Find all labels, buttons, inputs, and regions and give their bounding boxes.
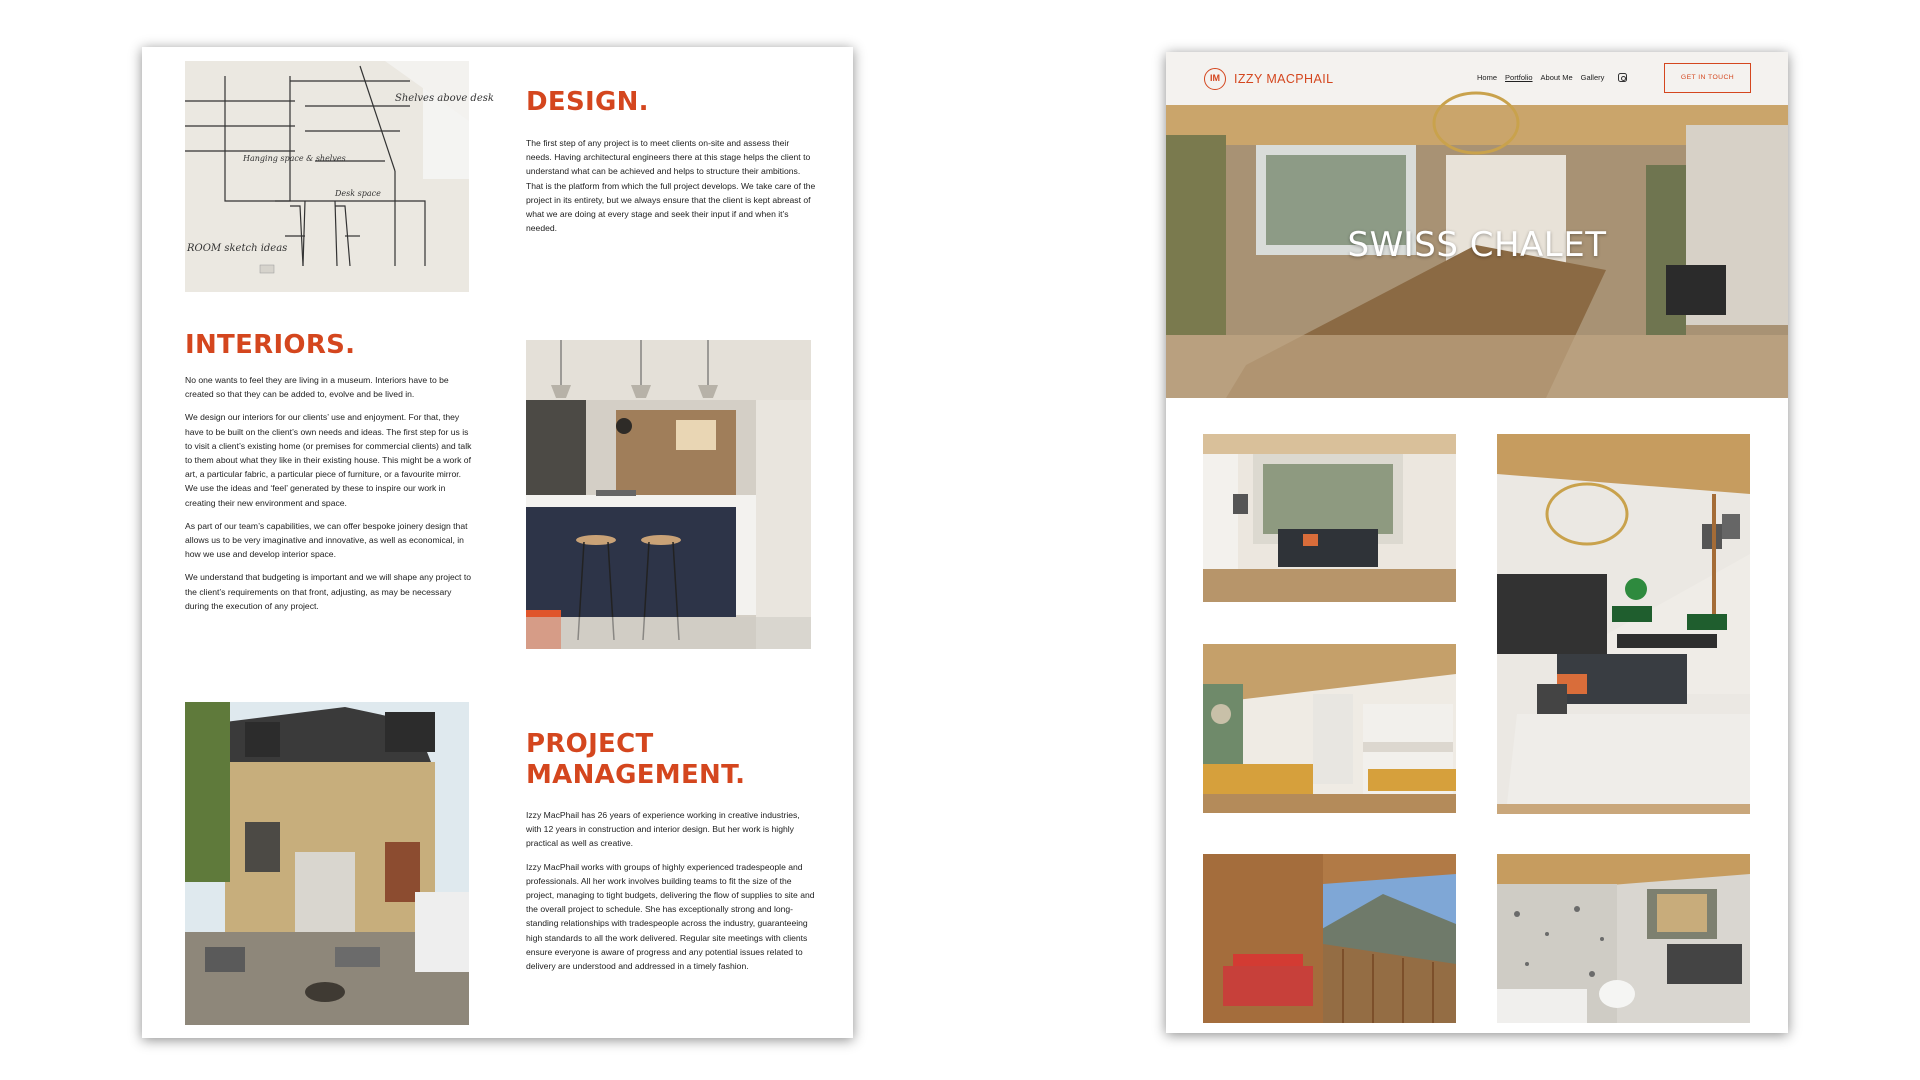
sketch-label-hanging: Hanging space & shelves (243, 154, 346, 163)
design-section (526, 87, 816, 244)
project-management-section (526, 729, 816, 982)
gallery-image-lounge[interactable] (1497, 434, 1750, 814)
kitchen-image (526, 340, 811, 649)
get-in-touch-button[interactable]: GET IN TOUCH (1664, 63, 1751, 93)
project-management-paragraph-1: Izzy MacPhail has 26 years of experience working in creative industries, with 12 years in construction and interior design. But her work is highly practical as well as creative. (526, 810, 800, 849)
gallery-image-bathroom[interactable] (1497, 854, 1750, 1023)
project-management-heading-line2: MANAGEMENT. (526, 760, 746, 790)
sketch-drawing (185, 61, 494, 292)
nav-portfolio[interactable]: Portfolio (1505, 73, 1533, 82)
hero-title: SWISS CHALET (1347, 225, 1607, 265)
sketch-label-shelves: Shelves above desk (395, 93, 494, 104)
living-room-drawing (1203, 434, 1456, 602)
brochure-page (142, 47, 853, 1038)
interiors-paragraph-4: We understand that budgeting is important and we will shape any project to the client’s requirements on that front, adjusting, as may be necessary during the execution of any project. (185, 572, 471, 611)
nav-gallery[interactable]: Gallery (1580, 73, 1605, 82)
balcony-drawing (1203, 854, 1456, 1023)
design-heading: DESIGN. (526, 87, 649, 117)
project-management-heading-line1: PROJECT (526, 729, 654, 759)
project-management-heading (526, 729, 816, 791)
logo-text[interactable]: IZZY MACPHAIL (1234, 72, 1334, 86)
project-management-paragraph-2: Izzy MacPhail works with groups of highly experienced tradespeople and professionals. All her work involves building teams to fit the size of the project, managing to tight budgets, delivering the flow of supplies to site and the overall project to schedule. She has exceptionally strong and long-standing relationships with tradespeople across the industry, guaranteeing high standards to all the work delivered. Regular site meetings with clients ensure everyone is aware of progress and any potential issues related to delivery are understood and addressed in a timely fashion. (526, 861, 815, 972)
interiors-section (185, 330, 475, 622)
gallery-image-living-room[interactable] (1203, 434, 1456, 602)
nav-about-me[interactable]: About Me (1540, 73, 1573, 82)
bunk-room-drawing (1203, 644, 1456, 813)
interiors-paragraph-3: As part of our team’s capabilities, we can offer bespoke joinery design that allows us to be very imaginative and innovative, as well as economical, in how we use and develop interior space. (185, 520, 468, 560)
nav-home[interactable]: Home (1477, 73, 1498, 82)
site-header (1166, 52, 1788, 105)
logo-mark[interactable]: IM (1204, 68, 1226, 90)
sketch-label-desk: Desk space (335, 189, 381, 198)
gallery-image-bunk-room[interactable] (1203, 644, 1456, 813)
hero-banner (1166, 105, 1788, 398)
bathroom-drawing (1497, 854, 1750, 1023)
kitchen-drawing (526, 340, 811, 649)
instagram-icon[interactable] (1618, 73, 1627, 82)
interiors-heading: INTERIORS. (185, 330, 356, 360)
building-drawing (185, 702, 469, 1025)
website-page (1166, 52, 1788, 1033)
building-site-image (185, 702, 469, 1025)
interiors-paragraph-2: We design our interiors for our clients’ use and enjoyment. For that, they have to be built on the client’s own needs and ideas. The first step for us is to visit a client’s existing home (or premises for commercial clients) and talk to them about what they like in their existing house. This might be a work of art, a particular fabric, a particular piece of furniture, or a favourite mirror. We use the ideas and ‘feel’ generated by these to inspire our work in creating their new environment and space. (185, 412, 472, 508)
interiors-paragraph-1: No one wants to feel they are living in a museum. Interiors have to be created so that they can be added to, evolve and be lived in. (185, 375, 449, 400)
design-sketch-image (185, 61, 494, 292)
sketch-label-room: ROOM sketch ideas (187, 243, 288, 254)
lounge-drawing (1497, 434, 1750, 814)
design-paragraph: The first step of any project is to meet clients on-site and assess their needs. Having architectural engineers there at this stage helps the client to understand what can be achieved and helps to structure their ambitions. That is the platform from which the full project develops. We take care of the project in its entirety, but we always ensure that the client is kept abreast of what we are doing at every stage and seek their input if and when it’s needed. (526, 138, 816, 234)
gallery-image-balcony[interactable] (1203, 854, 1456, 1023)
main-nav (1477, 73, 1627, 82)
